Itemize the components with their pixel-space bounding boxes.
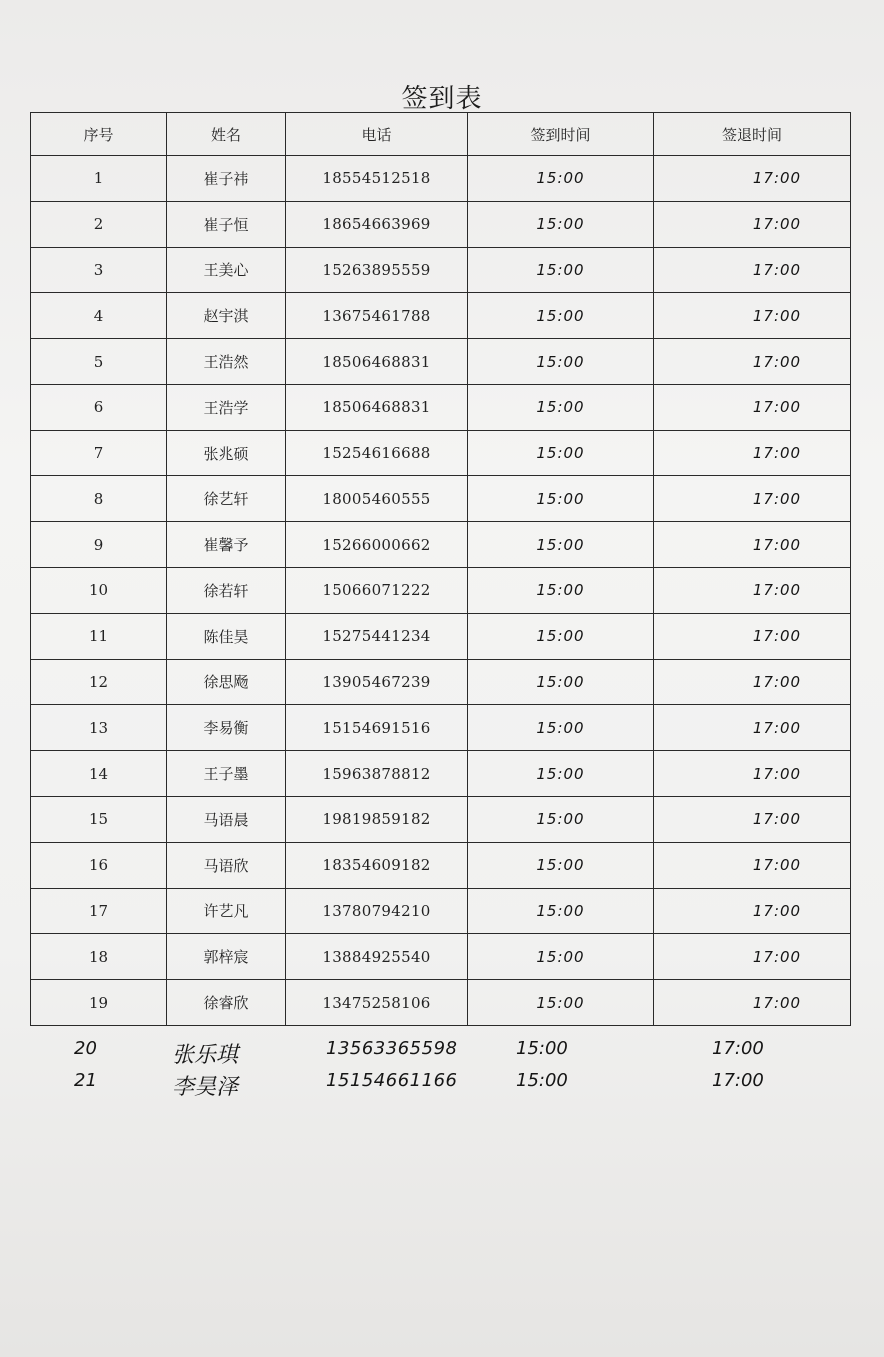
row-checkin-time: 15:00 [468,796,654,842]
row-checkin-time: 15:00 [468,156,654,202]
row-checkout-time: 17:00 [654,796,851,842]
row-phone: 18554512518 [286,156,468,202]
row-seq: 17 [31,888,167,934]
row-checkin-time: 15:00 [468,659,654,705]
table-row [31,705,851,751]
handwritten-phone: 13563365598 [326,1038,458,1059]
row-phone: 18654663969 [286,201,468,247]
row-seq: 15 [31,796,167,842]
table-row [31,888,851,934]
row-name: 张兆硕 [167,430,286,476]
header-checkout: 签退时间 [654,113,851,156]
row-phone: 19819859182 [286,796,468,842]
row-checkin-time: 15:00 [468,980,654,1026]
row-seq: 5 [31,339,167,385]
row-name: 赵宇淇 [167,293,286,339]
row-seq: 6 [31,384,167,430]
row-checkout-time: 17:00 [654,842,851,888]
row-phone: 15266000662 [286,522,468,568]
row-checkin-time: 15:00 [468,384,654,430]
row-checkin-time: 15:00 [468,934,654,980]
row-checkout-time: 17:00 [654,293,851,339]
table-row [31,339,851,385]
table-row [31,522,851,568]
row-checkin-time: 15:00 [468,613,654,659]
table-row [31,613,851,659]
signin-table-wrapper [30,112,850,1026]
row-checkin-time: 15:00 [468,293,654,339]
table-row [31,934,851,980]
row-checkout-time: 17:00 [654,568,851,614]
row-phone: 18354609182 [286,842,468,888]
table-row [31,842,851,888]
row-name: 马语欣 [167,842,286,888]
table-row [31,430,851,476]
row-phone: 13675461788 [286,293,468,339]
row-checkin-time: 15:00 [468,201,654,247]
row-name: 崔馨予 [167,522,286,568]
row-phone: 18005460555 [286,476,468,522]
table-row [31,568,851,614]
row-phone: 15275441234 [286,613,468,659]
row-checkout-time: 17:00 [654,613,851,659]
row-seq: 19 [31,980,167,1026]
row-name: 陈佳昊 [167,613,286,659]
handwritten-seq: 20 [74,1038,97,1059]
handwritten-checkin-time: 15:00 [516,1070,568,1091]
row-checkin-time: 15:00 [468,522,654,568]
row-seq: 18 [31,934,167,980]
row-name: 马语晨 [167,796,286,842]
header-seq: 序号 [31,113,167,156]
row-phone: 15254616688 [286,430,468,476]
row-checkin-time: 15:00 [468,339,654,385]
handwritten-name: 张乐琪 [172,1043,239,1068]
handwritten-row [60,1062,820,1106]
row-seq: 12 [31,659,167,705]
table-body [31,156,851,1026]
row-checkout-time: 17:00 [654,751,851,797]
header-checkin: 签到时间 [468,113,654,156]
row-seq: 8 [31,476,167,522]
row-phone: 18506468831 [286,384,468,430]
row-checkin-time: 15:00 [468,430,654,476]
table-row [31,751,851,797]
header-phone: 电话 [286,113,468,156]
row-seq: 9 [31,522,167,568]
row-checkout-time: 17:00 [654,339,851,385]
row-name: 王浩然 [167,339,286,385]
row-checkout-time: 17:00 [654,980,851,1026]
row-seq: 11 [31,613,167,659]
table-row [31,476,851,522]
row-seq: 14 [31,751,167,797]
row-checkout-time: 17:00 [654,705,851,751]
row-phone: 15963878812 [286,751,468,797]
row-seq: 10 [31,568,167,614]
row-name: 许艺凡 [167,888,286,934]
row-name: 郭梓宸 [167,934,286,980]
row-name: 徐思飏 [167,659,286,705]
table-row [31,796,851,842]
header-name: 姓名 [167,113,286,156]
row-checkin-time: 15:00 [468,247,654,293]
row-phone: 13884925540 [286,934,468,980]
row-seq: 13 [31,705,167,751]
row-seq: 16 [31,842,167,888]
handwritten-checkin-time: 15:00 [516,1038,568,1059]
row-checkout-time: 17:00 [654,384,851,430]
table-row [31,201,851,247]
row-phone: 13905467239 [286,659,468,705]
row-checkout-time: 17:00 [654,659,851,705]
row-name: 崔子祎 [167,156,286,202]
row-name: 徐艺轩 [167,476,286,522]
row-phone: 15263895559 [286,247,468,293]
row-phone: 13475258106 [286,980,468,1026]
row-phone: 13780794210 [286,888,468,934]
signin-table [30,112,851,1026]
row-checkin-time: 15:00 [468,568,654,614]
row-seq: 3 [31,247,167,293]
row-checkin-time: 15:00 [468,751,654,797]
row-seq: 4 [31,293,167,339]
sheet-title: 签到表 [401,84,483,114]
row-checkout-time: 17:00 [654,247,851,293]
table-header-row [31,113,851,156]
handwritten-checkout-time: 17:00 [712,1070,764,1091]
row-name: 王美心 [167,247,286,293]
row-checkout-time: 17:00 [654,522,851,568]
handwritten-phone: 15154661166 [326,1070,458,1091]
row-checkin-time: 15:00 [468,705,654,751]
handwritten-seq: 21 [74,1070,97,1091]
row-checkin-time: 15:00 [468,842,654,888]
row-name: 王浩学 [167,384,286,430]
row-name: 崔子恒 [167,201,286,247]
row-checkout-time: 17:00 [654,476,851,522]
row-phone: 15066071222 [286,568,468,614]
table-row [31,659,851,705]
handwritten-checkout-time: 17:00 [712,1038,764,1059]
row-name: 李易衡 [167,705,286,751]
row-checkout-time: 17:00 [654,430,851,476]
table-row [31,980,851,1026]
row-seq: 1 [31,156,167,202]
row-checkin-time: 15:00 [468,888,654,934]
row-checkin-time: 15:00 [468,476,654,522]
row-name: 徐若轩 [167,568,286,614]
row-checkout-time: 17:00 [654,934,851,980]
table-row [31,156,851,202]
row-name: 王子墨 [167,751,286,797]
row-checkout-time: 17:00 [654,156,851,202]
row-phone: 18506468831 [286,339,468,385]
table-row [31,384,851,430]
row-seq: 7 [31,430,167,476]
row-checkout-time: 17:00 [654,888,851,934]
row-checkout-time: 17:00 [654,201,851,247]
row-phone: 15154691516 [286,705,468,751]
handwritten-name: 李昊泽 [172,1075,239,1100]
row-name: 徐睿欣 [167,980,286,1026]
table-row [31,247,851,293]
table-row [31,293,851,339]
row-seq: 2 [31,201,167,247]
